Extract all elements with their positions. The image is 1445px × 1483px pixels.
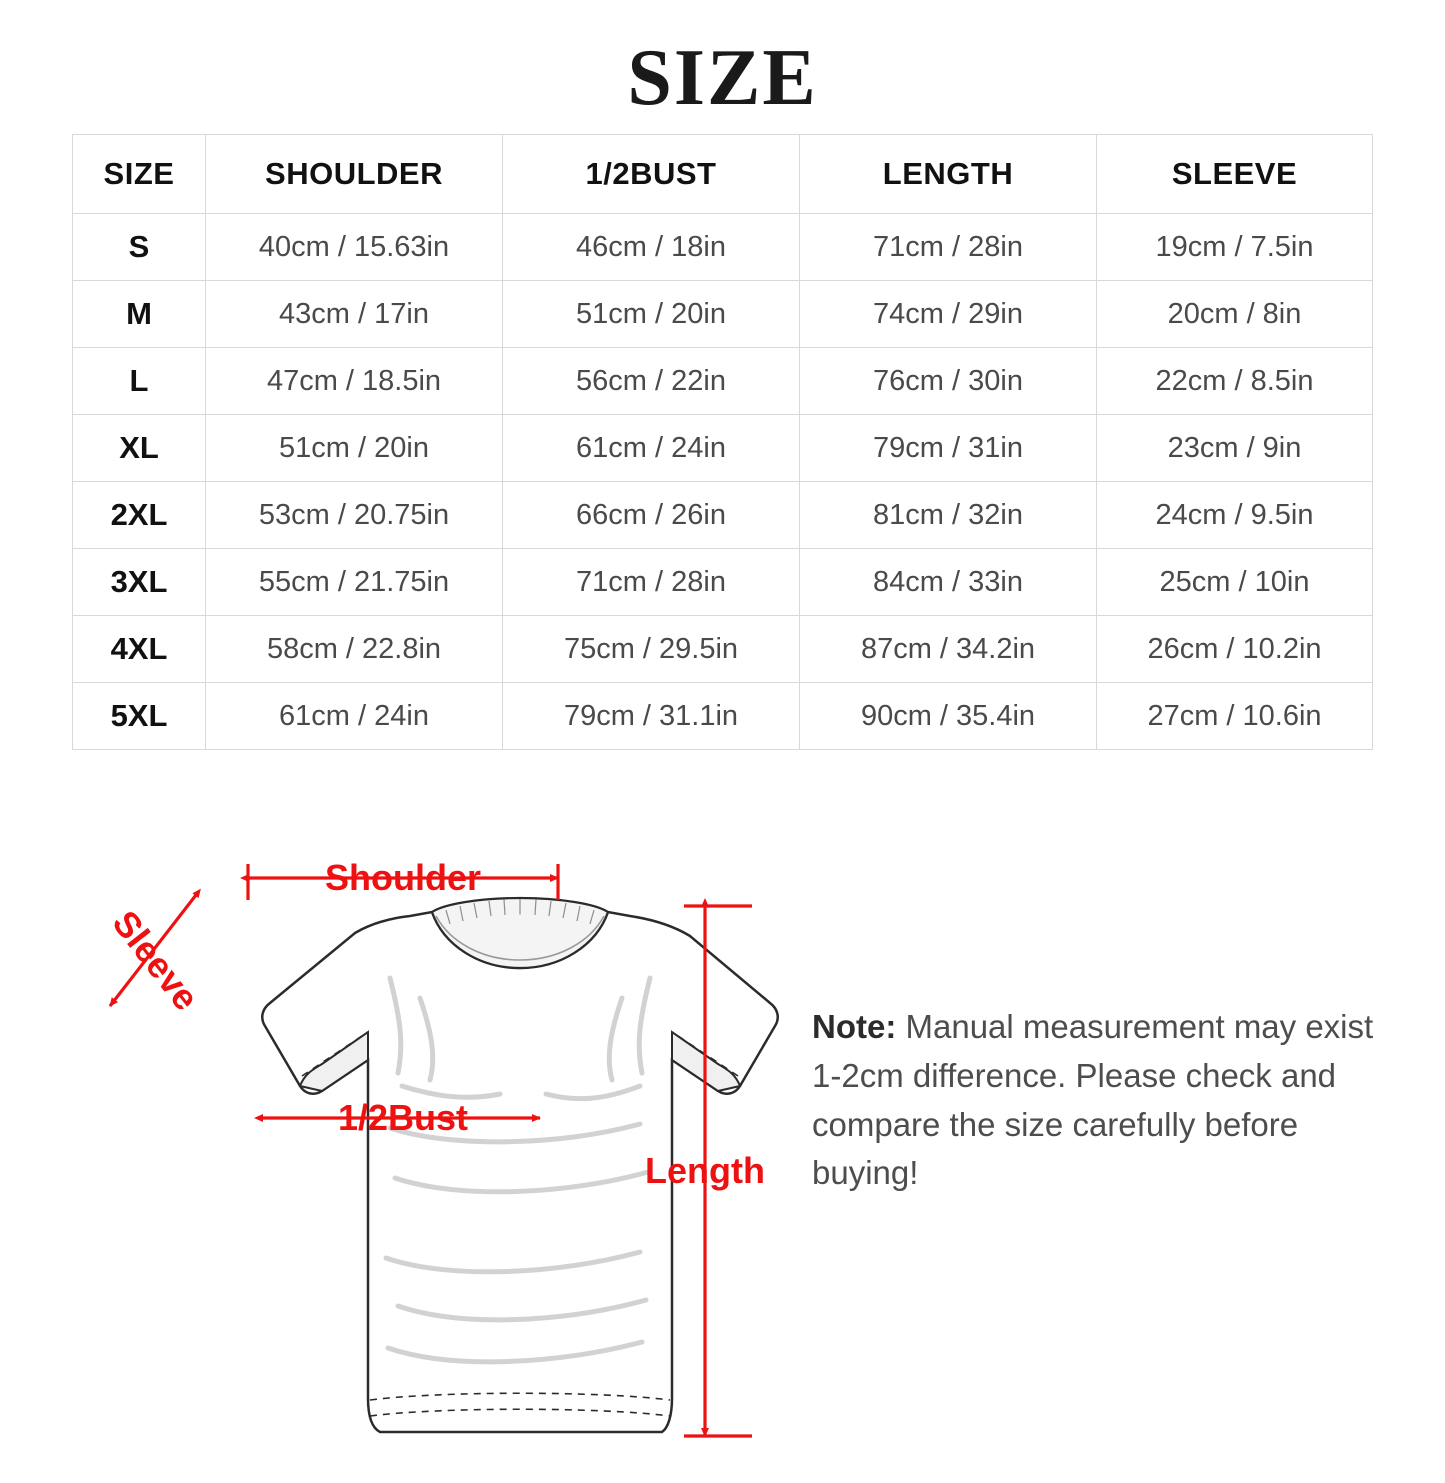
- cell-size: XL: [73, 415, 206, 482]
- cell-shoulder: 40cm / 15.63in: [206, 214, 503, 281]
- cell-size: 3XL: [73, 549, 206, 616]
- table-row: [73, 281, 1373, 348]
- cell-shoulder: 43cm / 17in: [206, 281, 503, 348]
- table-header-row: [73, 135, 1373, 214]
- cell-bust: 75cm / 29.5in: [503, 616, 800, 683]
- cell-bust: 51cm / 20in: [503, 281, 800, 348]
- cell-length: 84cm / 33in: [800, 549, 1097, 616]
- size-table-wrapper: [72, 134, 1373, 750]
- cell-sleeve: 24cm / 9.5in: [1097, 482, 1373, 549]
- note-prefix: Note:: [812, 1008, 897, 1045]
- size-table: [72, 134, 1373, 750]
- column-header-sleeve: SLEEVE: [1097, 135, 1373, 214]
- column-header-bust: 1/2BUST: [503, 135, 800, 214]
- table-row: [73, 616, 1373, 683]
- cell-sleeve: 20cm / 8in: [1097, 281, 1373, 348]
- table-row: [73, 415, 1373, 482]
- cell-shoulder: 53cm / 20.75in: [206, 482, 503, 549]
- note-text: [812, 1003, 1392, 1198]
- cell-size: 4XL: [73, 616, 206, 683]
- cell-shoulder: 55cm / 21.75in: [206, 549, 503, 616]
- cell-size: L: [73, 348, 206, 415]
- table-row: [73, 214, 1373, 281]
- cell-sleeve: 26cm / 10.2in: [1097, 616, 1373, 683]
- cell-bust: 46cm / 18in: [503, 214, 800, 281]
- cell-shoulder: 51cm / 20in: [206, 415, 503, 482]
- table-row: [73, 549, 1373, 616]
- column-header-shoulder: SHOULDER: [206, 135, 503, 214]
- cell-length: 79cm / 31in: [800, 415, 1097, 482]
- cell-sleeve: 22cm / 8.5in: [1097, 348, 1373, 415]
- cell-sleeve: 19cm / 7.5in: [1097, 214, 1373, 281]
- cell-size: 2XL: [73, 482, 206, 549]
- cell-length: 90cm / 35.4in: [800, 683, 1097, 750]
- cell-bust: 79cm / 31.1in: [503, 683, 800, 750]
- cell-sleeve: 23cm / 9in: [1097, 415, 1373, 482]
- cell-bust: 66cm / 26in: [503, 482, 800, 549]
- page-title: SIZE: [627, 34, 818, 122]
- cell-size: 5XL: [73, 683, 206, 750]
- column-header-length: LENGTH: [800, 135, 1097, 214]
- label-sleeve: Sleeve: [104, 902, 208, 1018]
- cell-length: 74cm / 29in: [800, 281, 1097, 348]
- cell-bust: 71cm / 28in: [503, 549, 800, 616]
- cell-size: S: [73, 214, 206, 281]
- cell-sleeve: 25cm / 10in: [1097, 549, 1373, 616]
- label-shoulder: Shoulder: [324, 857, 482, 898]
- column-header-size: SIZE: [73, 135, 206, 214]
- table-row: [73, 482, 1373, 549]
- table-row: [73, 348, 1373, 415]
- cell-shoulder: 58cm / 22.8in: [206, 616, 503, 683]
- table-row: [73, 683, 1373, 750]
- cell-length: 81cm / 32in: [800, 482, 1097, 549]
- cell-length: 87cm / 34.2in: [800, 616, 1097, 683]
- cell-bust: 61cm / 24in: [503, 415, 800, 482]
- cell-shoulder: 47cm / 18.5in: [206, 348, 503, 415]
- cell-length: 71cm / 28in: [800, 214, 1097, 281]
- cell-length: 76cm / 30in: [800, 348, 1097, 415]
- label-bust: 1/2Bust: [337, 1097, 469, 1138]
- cell-bust: 56cm / 22in: [503, 348, 800, 415]
- cell-size: M: [73, 281, 206, 348]
- cell-shoulder: 61cm / 24in: [206, 683, 503, 750]
- cell-sleeve: 27cm / 10.6in: [1097, 683, 1373, 750]
- note-body: Manual measurement may exist 1-2cm difference. Please check and compare the size carefully before buying!: [812, 1008, 1374, 1192]
- label-length: Length: [645, 1150, 765, 1191]
